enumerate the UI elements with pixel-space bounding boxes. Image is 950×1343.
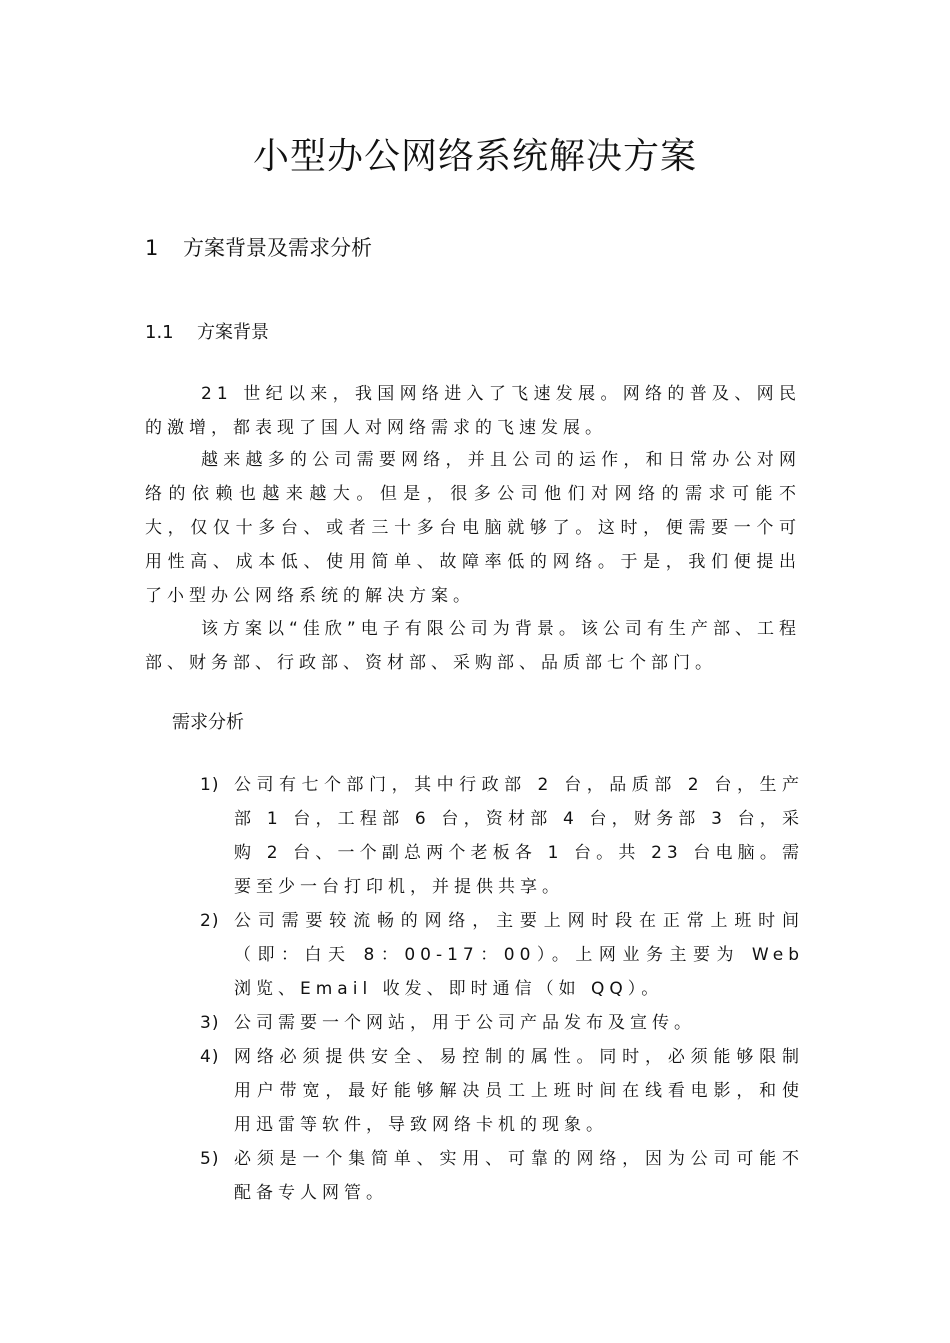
requirement-text: 公司有七个部门，其中行政部 2 台，品质部 2 台，生产部 1 台，工程部 6 台，资材部 4 台，财务部 3 台，采购 2 台、一个副总两个老板各 1 台。共 23 台电脑。需要至少一台打印机，并提供共享。 (234, 775, 804, 897)
requirement-text: 必须是一个集简单、实用、可靠的网络，因为公司可能不配备专人网管。 (234, 1149, 804, 1203)
requirement-number: 5) (200, 1149, 220, 1169)
section-1-1-title: 方案背景 (197, 322, 269, 343)
requirement-item (200, 1142, 804, 1210)
requirements-list (200, 768, 804, 1210)
requirement-text: 公司需要较流畅的网络，主要上网时段在正常上班时间（即：白天 8：00-17：00）。上网业务主要为 Web 浏览、Email 收发、即时通信（如 QQ）。 (234, 911, 804, 999)
requirement-item (200, 1006, 804, 1040)
background-paragraph-2: 越来越多的公司需要网络，并且公司的运作，和日常办公对网络的依赖也越来越大。但是，很多公司他们对网络的需求可能不大，仅仅十多台、或者三十多台电脑就够了。这时，便需要一个可用性高、成本低、使用简单、故障率低的网络。于是，我们便提出了小型办公网络系统的解决方案。 (145, 450, 801, 606)
requirement-text: 公司需要一个网站，用于公司产品发布及宣传。 (234, 1013, 696, 1033)
requirement-number: 4) (200, 1047, 220, 1067)
requirement-item (200, 768, 804, 904)
requirements-heading: 需求分析 (172, 712, 244, 733)
section-1-heading (145, 232, 372, 262)
section-1-title: 方案背景及需求分析 (183, 236, 372, 260)
section-1-1-number: 1.1 (145, 322, 174, 343)
requirement-item (200, 1040, 804, 1142)
requirement-item (200, 904, 804, 1006)
background-paragraph-3: 该方案以“佳欣”电子有限公司为背景。该公司有生产部、工程部、财务部、行政部、资材部、采购部、品质部七个部门。 (145, 619, 801, 673)
section-1-1-heading (145, 318, 269, 344)
document-title: 小型办公网络系统解决方案 (252, 136, 697, 177)
requirement-number: 1) (200, 775, 220, 795)
requirement-number: 3) (200, 1013, 220, 1033)
requirement-number: 2) (200, 911, 220, 931)
section-1-number: 1 (145, 236, 159, 260)
requirement-text: 网络必须提供安全、易控制的属性。同时，必须能够限制用户带宽，最好能够解决员工上班时间在线看电影，和使用迅雷等软件，导致网络卡机的现象。 (234, 1047, 804, 1135)
background-paragraph-1: 21 世纪以来，我国网络进入了飞速发展。网络的普及、网民的激增，都表现了国人对网络需求的飞速发展。 (145, 384, 801, 438)
